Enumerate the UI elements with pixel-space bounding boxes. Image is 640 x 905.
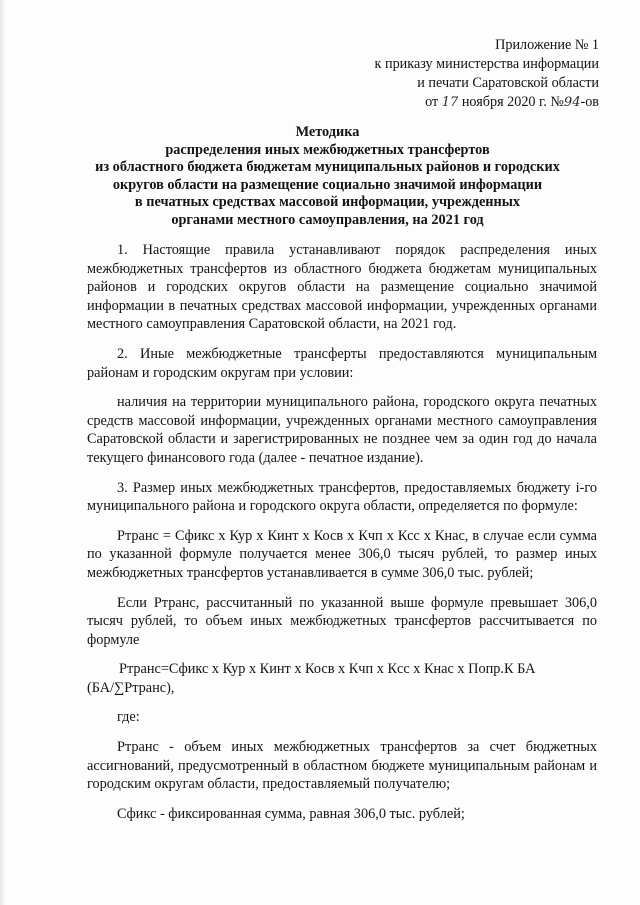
handwritten-day: 17 [441, 95, 459, 110]
document-body [87, 241, 597, 823]
title-line: распределения иных межбюджетных трансфертов [165, 141, 490, 158]
document-title [60, 124, 595, 229]
title-line: в печатных средствах массовой информации, учрежденных [134, 194, 521, 210]
appendix-date-prefix: от [425, 94, 442, 110]
paragraph-3: наличия на территории муниципального района, городского округа печатных средств массовой информации, учрежденных органами местного самоуправления Саратовской области и зарегистрированных не позднее чем за один год до начала текущего финансового года (далее - печатное издание). [87, 394, 597, 466]
title-line: Методика [295, 124, 360, 140]
title-line: округов области на размещение социально значимой информации [112, 176, 543, 193]
appendix-line: к приказу министерства информации [374, 56, 599, 72]
paragraph-8: Сфикс - фиксированная сумма, равная 306,0 тыс. рублей; [117, 805, 465, 822]
appendix-date-middle: ноября 2020 г. № [458, 94, 564, 110]
formula-2-continuation: (БА/∑Ртранс), [87, 679, 175, 696]
paragraph-6: Если Ртранс, рассчитанный по указанной выше формуле превышает 306,0 тысяч рублей, то объем иных межбюджетных трансфертов рассчитывается по формуле [87, 594, 597, 648]
paragraph-7: Ртранс - объем иных межбюджетных трансфертов за счет бюджетных ассигнований, предусмотренный в областном бюджете муниципальным районам и городским округам области, предоставляемый получателю; [87, 739, 597, 793]
appendix-date-suffix: -ов [580, 94, 599, 110]
appendix-line: и печати Саратовской области [417, 75, 599, 91]
paragraph-4: 3. Размер иных межбюджетных трансфертов, предоставляемых бюджету i-го муниципального района и городского округа области, определяется по формуле: [87, 479, 597, 515]
appendix-header [375, 36, 599, 112]
formula-1-paragraph: Ртранс = Сфикс х Кур х Кинт х Косв х Кчп х Ксс х Кнас, в случае если сумма по указанной формуле получается менее 306,0 тысяч рублей, то размер иных межбюджетных трансфертов устанавливается в сумме 306,0 тыс. рублей; [87, 527, 597, 581]
title-line: органами местного самоуправления, на 2021 год [171, 211, 484, 228]
appendix-date-line [375, 93, 599, 112]
where-label: где: [117, 709, 140, 726]
scan-edge [0, 0, 6, 905]
title-line: из областного бюджета бюджетам муниципальных районов и городских [95, 159, 560, 175]
formula-2-line: Ртранс=Сфикс х Кур х Кинт х Косв х Кчп х Кcс х Кнас х Попр.К БА [119, 661, 536, 678]
appendix-line: Приложение № 1 [495, 37, 599, 53]
handwritten-number: 94 [563, 95, 581, 110]
paragraph-1: 1. Настоящие правила устанавливают порядок распределения иных межбюджетных трансфертов из областного бюджета бюджетам муниципальных районов и городских округов области на размещение социально значимой информации в печатных средствах массовой информации, учрежденных органами местного самоуправления Саратовской области, на 2021 год. [87, 242, 597, 333]
paragraph-2: 2. Иные межбюджетные трансферты предоставляются муниципальным районам и городским округам при условии: [87, 345, 597, 381]
